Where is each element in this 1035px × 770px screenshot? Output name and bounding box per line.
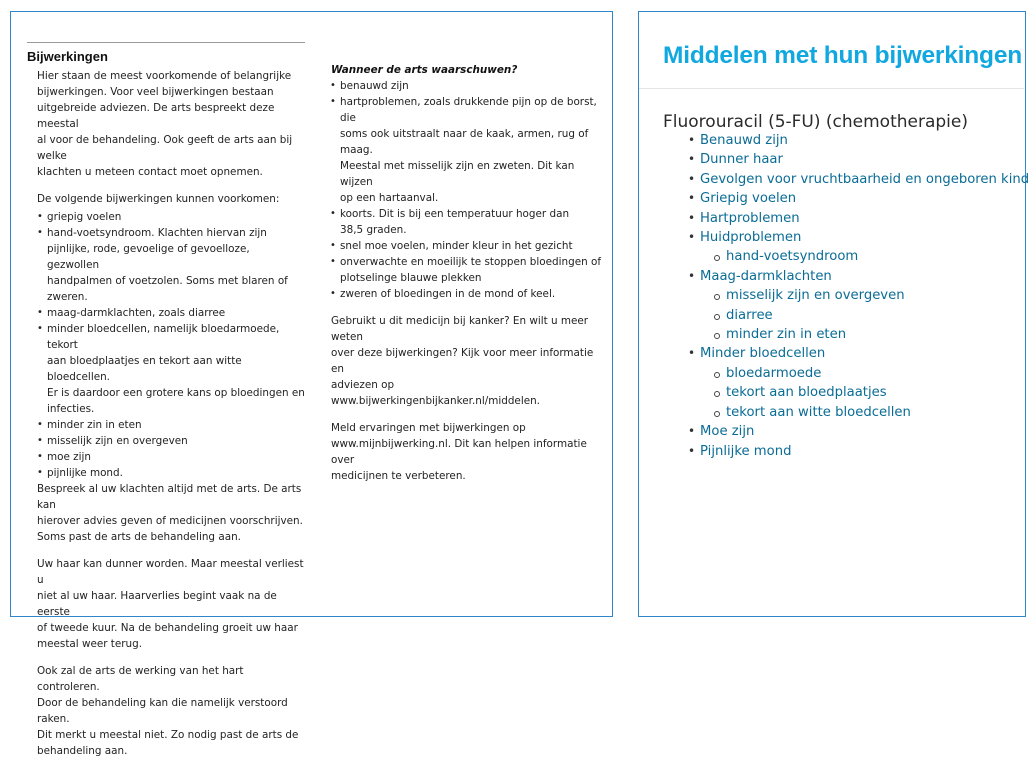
- list-intro: De volgende bijwerkingen kunnen voorkomen:: [37, 193, 280, 205]
- sub-effect-link[interactable]: tekort aan witte bloedcellen: [726, 404, 911, 420]
- text-line: www.mijnbijwerking.nl. Dit kan helpen informatie over: [331, 438, 587, 466]
- text-line: handpalmen of voetzolen. Soms met blaren of: [47, 275, 288, 287]
- side-effect-list: [27, 209, 305, 481]
- text-line: of tweede kuur. Na de behandeling groeit uw haar: [37, 622, 298, 634]
- sub-effect-item: [715, 286, 1019, 305]
- sub-effect-item: [715, 403, 1019, 422]
- text-line: soms ook uitstraalt naar de kaak, armen, rug of maag.: [340, 128, 589, 156]
- list-item: [37, 209, 305, 225]
- side-effect-link[interactable]: Gevolgen voor vruchtbaarheid en ongeboren kind: [700, 171, 1030, 187]
- sub-effect-link[interactable]: diarree: [726, 307, 773, 323]
- side-effect-item: [689, 422, 1019, 441]
- text-line: • minder zin in eten: [47, 419, 142, 431]
- list-item: [37, 465, 305, 481]
- warning-list: [330, 78, 602, 302]
- list-item: [37, 433, 305, 449]
- warning-heading: Wanneer de arts waarschuwen?: [331, 64, 518, 76]
- text-line: infecties.: [47, 403, 95, 415]
- leaflet-panel: [10, 11, 613, 757]
- list-item: [37, 417, 305, 433]
- text-line: Hier staan de meest voorkomende of belangrijke: [37, 70, 292, 82]
- text-line: • minder bloedcellen, namelijk bloedarmoede, tekort: [47, 323, 280, 351]
- text-line: op een hartaanval.: [340, 192, 439, 204]
- report-paragraph: [330, 420, 602, 484]
- text-line: • koorts. Dit is bij een temperatuur hoger dan: [340, 208, 570, 220]
- side-effect-item: [689, 131, 1019, 150]
- text-line: Bespreek al uw klachten altijd met de arts. De arts kan: [37, 483, 302, 511]
- side-effect-link[interactable]: Maag-darmklachten: [700, 268, 832, 284]
- side-effect-item: [689, 228, 1019, 247]
- text-line: • benauwd zijn: [340, 80, 409, 92]
- side-effect-item: [689, 344, 1019, 363]
- list-item: [330, 254, 602, 286]
- text-line: • misselijk zijn en overgeven: [47, 435, 188, 447]
- list-item: [330, 238, 602, 254]
- text-line: Ook zal de arts de werking van het hart controleren.: [37, 665, 244, 693]
- list-item: [37, 321, 305, 417]
- text-line: 38,5 graden.: [340, 224, 407, 236]
- sub-effect-link[interactable]: tekort aan bloedplaatjes: [726, 385, 887, 401]
- text-line: Uw haar kan dunner worden. Maar meestal verliest u: [37, 558, 304, 586]
- list-item: [330, 94, 602, 206]
- info-paragraph: [330, 313, 602, 409]
- section-divider: [27, 42, 305, 43]
- list-item: [37, 225, 305, 305]
- text-line: • onverwachte en moeilijk te stoppen bloedingen of: [340, 256, 601, 268]
- side-effect-item: [689, 209, 1019, 228]
- text-line: Door de behandeling kan die namelijk verstoord raken.: [37, 697, 288, 725]
- heart-paragraph: [27, 663, 305, 759]
- hair-paragraph: [27, 556, 305, 652]
- text-line: • maag-darmklachten, zoals diarree: [47, 307, 226, 319]
- text-line: Er is daardoor een grotere kans op bloedingen en: [47, 387, 305, 399]
- text-line: niet al uw haar. Haarverlies begint vaak na de eerste: [37, 590, 277, 618]
- sub-effect-item: [715, 247, 1019, 266]
- text-line: hierover advies geven of medicijnen voorschrijven.: [37, 515, 303, 527]
- side-effect-link[interactable]: Hartproblemen: [700, 210, 800, 226]
- side-effect-item: [689, 170, 1030, 189]
- text-line: klachten u meteen contact moet opnemen.: [37, 166, 263, 178]
- side-effect-link[interactable]: Dunner haar: [700, 152, 783, 168]
- side-effect-link[interactable]: Pijnlijke mond: [700, 443, 792, 459]
- side-effect-item: [689, 189, 1019, 208]
- sub-effect-item: [715, 306, 1019, 325]
- sub-effect-item: [715, 364, 1019, 383]
- sub-effect-list: [689, 247, 1019, 266]
- text-line: Gebruikt u dit medicijn bij kanker? En wilt u meer weten: [331, 315, 589, 343]
- list-item: [37, 449, 305, 465]
- text-line: • snel moe voelen, minder kleur in het gezicht: [340, 240, 573, 252]
- text-line: Meld ervaringen met bijwerkingen op: [331, 422, 526, 434]
- list-item: [37, 305, 305, 321]
- sub-effect-list: [689, 364, 1019, 422]
- sub-effect-link[interactable]: misselijk zijn en overgeven: [726, 288, 905, 304]
- advice-paragraph: [27, 481, 305, 545]
- side-effect-link[interactable]: Moe zijn: [700, 424, 755, 440]
- text-line: Soms past de arts de behandeling aan.: [37, 531, 241, 543]
- text-line: bijwerkingen. Voor veel bijwerkingen bestaan: [37, 86, 274, 98]
- text-line: • moe zijn: [47, 451, 91, 463]
- text-line: behandeling aan.: [37, 745, 128, 757]
- text-line: Dit merkt u meestal niet. Zo nodig past de arts de: [37, 729, 299, 741]
- text-line: • hand-voetsyndroom. Klachten hiervan zijn: [47, 227, 267, 239]
- side-effect-link-list: [689, 131, 1030, 461]
- side-effect-item: [689, 267, 1019, 286]
- side-effect-item: [689, 442, 1019, 461]
- sub-effect-item: [715, 383, 1019, 402]
- text-line: aan bloedplaatjes en tekort aan witte bloedcellen.: [47, 355, 242, 383]
- side-effect-link[interactable]: Huidproblemen: [700, 230, 802, 246]
- sub-effect-link[interactable]: hand-voetsyndroom: [726, 249, 859, 265]
- text-line: meestal weer terug.: [37, 638, 143, 650]
- side-effect-link[interactable]: Minder bloedcellen: [700, 346, 826, 362]
- text-line: • hartproblemen, zoals drukkende pijn op de borst, die: [340, 96, 597, 124]
- list-item: [330, 78, 602, 94]
- text-line: pijnlijke, rode, gevoelige of gevoelloze, gezwollen: [47, 243, 250, 271]
- sub-effect-item: [715, 325, 1019, 344]
- side-effect-link[interactable]: Griepig voelen: [700, 191, 797, 207]
- web-panel: [638, 11, 1030, 617]
- text-line: over deze bijwerkingen? Kijk voor meer informatie en: [331, 347, 594, 375]
- side-effect-item: [689, 150, 1019, 169]
- sub-effect-list: [689, 286, 1019, 344]
- leaflet-column-left: [27, 42, 305, 770]
- text-line: zweren.: [47, 291, 88, 303]
- title-divider: [639, 88, 1024, 89]
- text-line: • pijnlijke mond.: [47, 467, 123, 479]
- section-heading: Bijwerkingen: [27, 49, 108, 64]
- text-line: medicijnen te verbeteren.: [331, 470, 466, 482]
- text-line: plotselinge blauwe plekken: [340, 272, 482, 284]
- sub-effect-link[interactable]: minder zin in eten: [726, 327, 847, 343]
- text-line: • zweren of bloedingen in de mond of keel.: [340, 288, 556, 300]
- intro-paragraph: [27, 68, 305, 180]
- text-line: uitgebreide adviezen. De arts bespreekt deze meestal: [37, 102, 275, 130]
- list-item: [330, 286, 602, 302]
- text-line: al voor de behandeling. Ook geeft de arts aan bij welke: [37, 134, 293, 162]
- page-title: Middelen met hun bijwerkingen: [663, 42, 1023, 69]
- drug-heading: Fluorouracil (5-FU) (chemotherapie): [663, 112, 968, 132]
- sub-effect-link[interactable]: bloedarmoede: [726, 365, 822, 381]
- text-line: Meestal met misselijk zijn en zweten. Dit kan wijzen: [340, 160, 575, 188]
- text-line: adviezen op www.bijwerkingenbijkanker.nl/middelen.: [331, 379, 540, 407]
- leaflet-column-right: [330, 62, 602, 495]
- side-effect-link[interactable]: Benauwd zijn: [700, 133, 788, 148]
- text-line: • griepig voelen: [47, 211, 122, 223]
- list-item: [330, 206, 602, 238]
